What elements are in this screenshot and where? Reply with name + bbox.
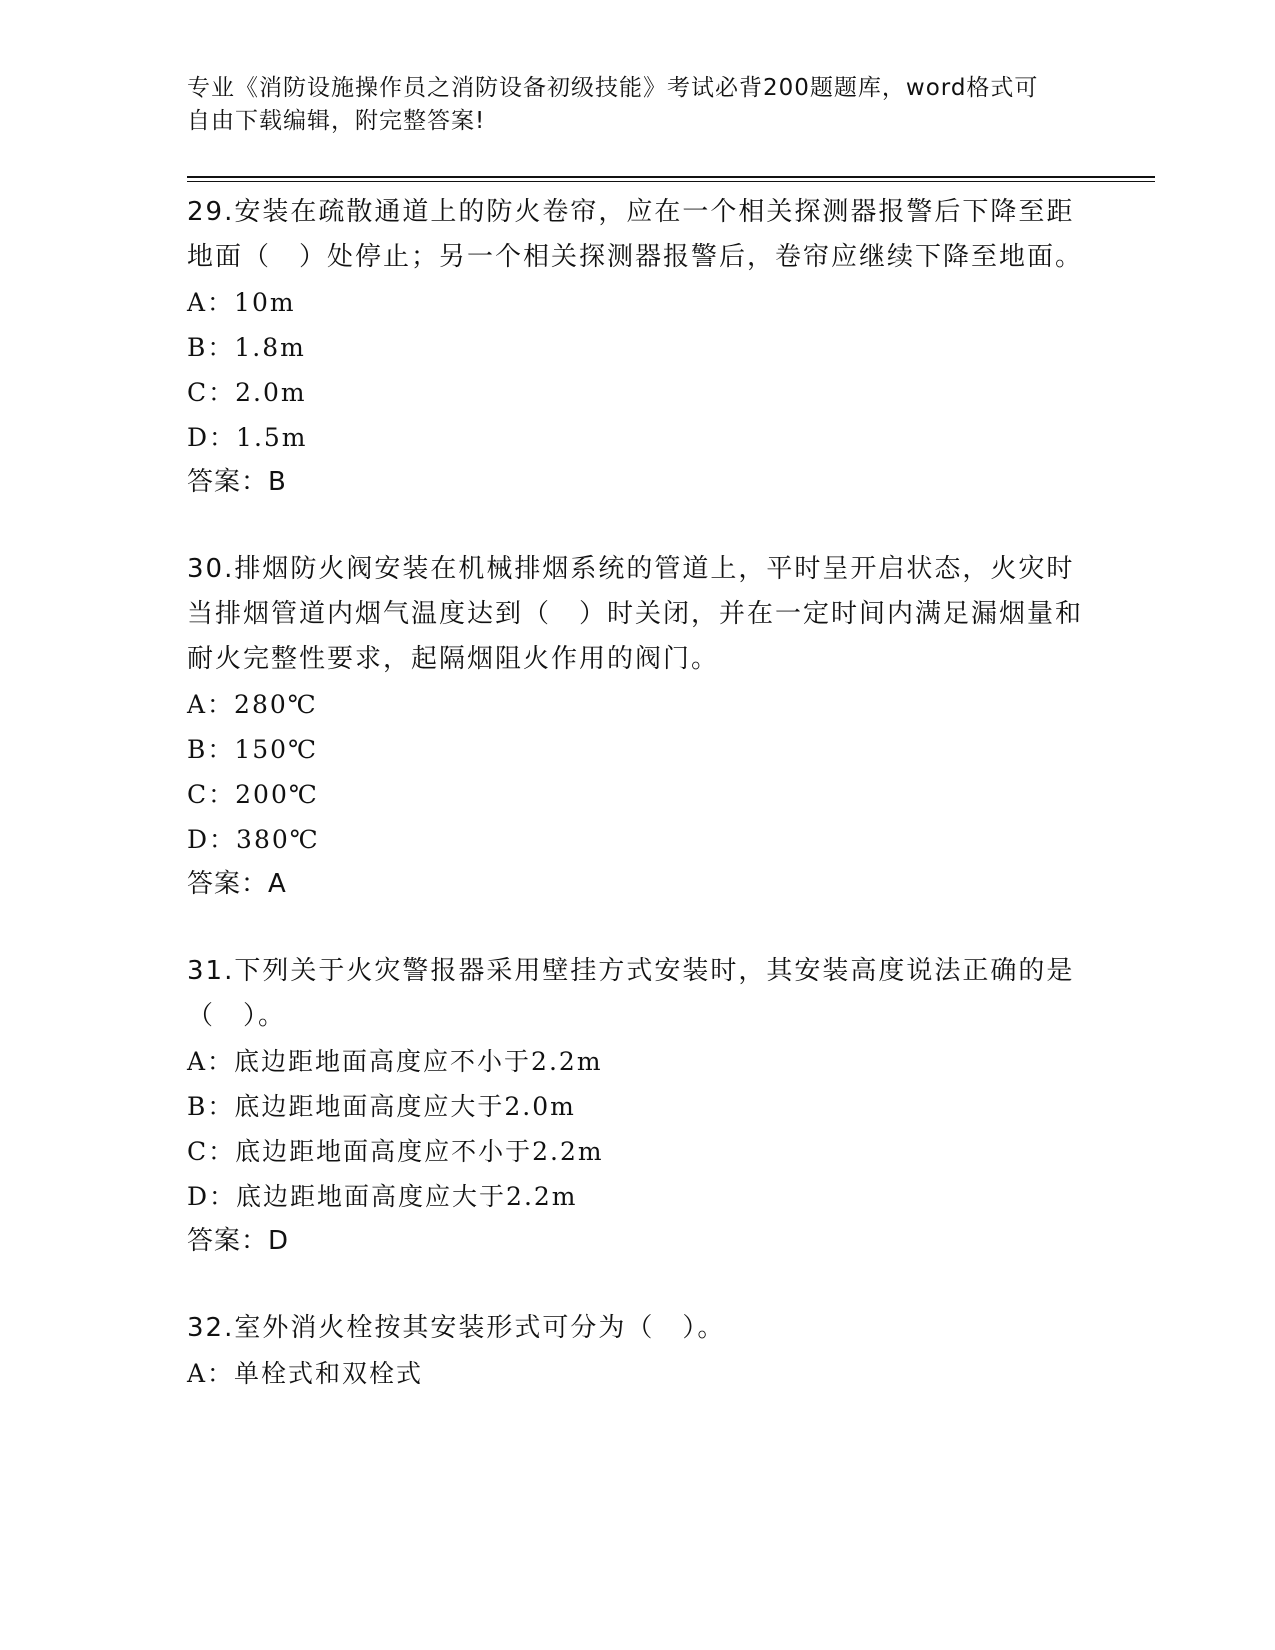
header-line-2: 自由下载编辑，附完整答案! bbox=[187, 108, 486, 134]
question-stem: 31.下列关于火灾警报器采用壁挂方式安装时，其安装高度说法正确的是（ ）。 bbox=[187, 956, 1075, 1031]
option-a: A：280℃ bbox=[187, 690, 318, 719]
header-divider-thin bbox=[187, 181, 1155, 182]
option-a: A：底边距地面高度应不小于2.2m bbox=[187, 1047, 603, 1076]
option-c: C：200℃ bbox=[187, 780, 319, 809]
question-spacer bbox=[187, 907, 1087, 949]
option-b: B：1.8m bbox=[187, 333, 306, 362]
option-d: D：1.5m bbox=[187, 423, 308, 452]
question-spacer bbox=[187, 505, 1087, 547]
option-d: D：底边距地面高度应大于2.2m bbox=[187, 1182, 578, 1211]
header-line-1: 专业《消防设施操作员之消防设备初级技能》考试必背200题题库，word格式可 bbox=[187, 75, 1039, 101]
option-d: D：380℃ bbox=[187, 825, 320, 854]
option-a: A：10m bbox=[187, 288, 296, 317]
question-32 bbox=[187, 1306, 1087, 1396]
header-divider-thick bbox=[187, 176, 1155, 178]
question-spacer bbox=[187, 1264, 1087, 1306]
option-c: C：底边距地面高度应不小于2.2m bbox=[187, 1137, 604, 1166]
document-header bbox=[187, 72, 1067, 138]
option-a: A：单栓式和双栓式 bbox=[187, 1359, 424, 1388]
answer: 答案：D bbox=[187, 1226, 290, 1256]
question-list bbox=[187, 190, 1087, 1396]
option-b: B：150℃ bbox=[187, 735, 319, 764]
question-stem: 30.排烟防火阀安装在机械排烟系统的管道上，平时呈开启状态，火灾时当排烟管道内烟气温度达到（ ）时关闭，并在一定时间内满足漏烟量和耐火完整性要求，起隔烟阻火作用的阀门。 bbox=[187, 554, 1084, 674]
option-c: C：2.0m bbox=[187, 378, 307, 407]
question-stem: 29.安装在疏散通道上的防火卷帘，应在一个相关探测器报警后下降至距地面（ ）处停止；另一个相关探测器报警后，卷帘应继续下降至地面。 bbox=[187, 197, 1084, 272]
question-31 bbox=[187, 949, 1087, 1264]
question-30 bbox=[187, 547, 1087, 907]
question-29 bbox=[187, 190, 1087, 505]
question-stem: 32.室外消火栓按其安装形式可分为（ ）。 bbox=[187, 1313, 726, 1343]
answer: 答案：B bbox=[187, 467, 287, 497]
option-b: B：底边距地面高度应大于2.0m bbox=[187, 1092, 576, 1121]
answer: 答案：A bbox=[187, 869, 287, 899]
